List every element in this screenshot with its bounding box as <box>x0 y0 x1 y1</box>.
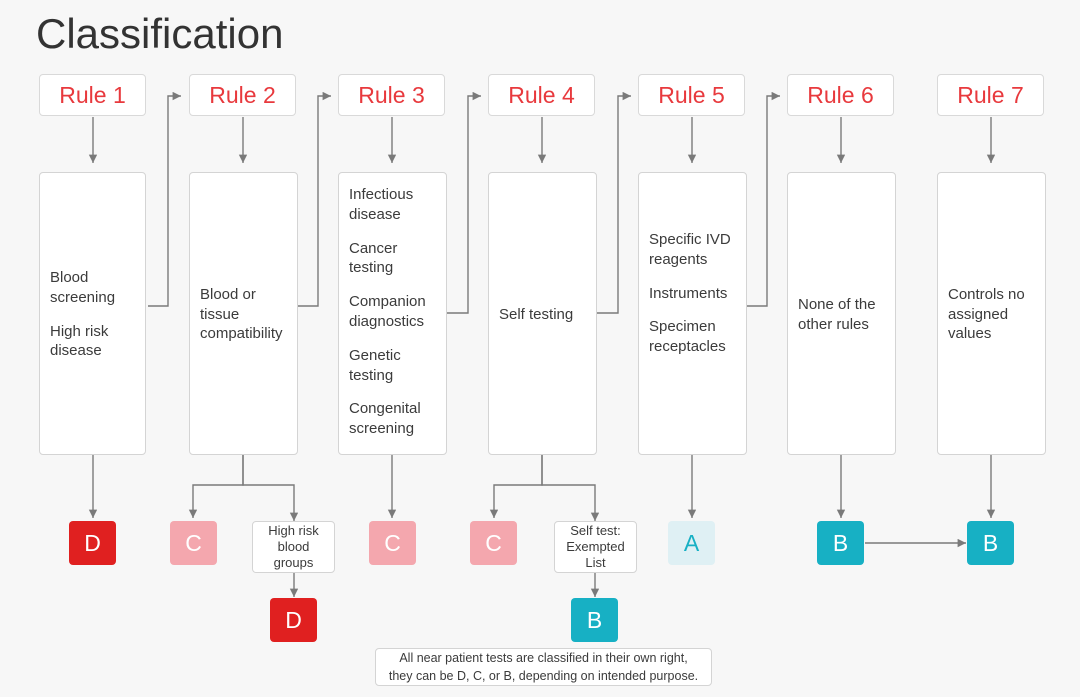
rule-content-7 <box>937 172 1046 455</box>
rule-3-line-2: Cancer testing <box>349 239 398 277</box>
rule-1-line-2: High risk disease <box>50 322 109 360</box>
rule-header-4[interactable]: Rule 4 <box>488 74 595 116</box>
rule-1-line-1: Blood screening <box>50 268 116 306</box>
rule-2-line-1: Blood or tissue compatibility <box>200 285 283 343</box>
outcome-badge-rule4-c: C <box>470 521 517 565</box>
rule-header-1[interactable]: Rule 1 <box>39 74 146 116</box>
rule-content-2 <box>189 172 298 455</box>
rule-4-line-1: Self testing <box>499 305 574 323</box>
rule-header-6[interactable]: Rule 6 <box>787 74 894 116</box>
outcome-badge-rule6-b: B <box>817 521 864 565</box>
outcome-badge-rule2-c: C <box>170 521 217 565</box>
node-high-risk-blood-groups: High risk blood groups <box>252 521 335 573</box>
rule-header-2[interactable]: Rule 2 <box>189 74 296 116</box>
rule-content-6 <box>787 172 896 455</box>
rule-7-line-1: Controls no assigned values <box>948 285 1025 343</box>
rule-content-5 <box>638 172 747 455</box>
node-self-test-exempted-list: Self test: Exempted List <box>554 521 637 573</box>
outcome-badge-rule2-d: D <box>270 598 317 642</box>
rule-5-line-1: Specific IVD reagents <box>649 231 731 268</box>
outcome-badge-rule7-b: B <box>967 521 1014 565</box>
footnote: All near patient tests are classified in their own right, they can be D, C, or B, depending on intended purpose. <box>375 648 712 686</box>
outcome-badge-rule4-b: B <box>571 598 618 642</box>
outcome-badge-rule3-c: C <box>369 521 416 565</box>
rule-6-line-1: None of the other rules <box>798 295 876 333</box>
rule-content-3 <box>338 172 447 455</box>
rule-3-line-3: Companion diagnostics <box>349 293 426 330</box>
rule-3-line-4: Genetic testing <box>349 346 401 384</box>
page-title: Classification <box>36 10 284 57</box>
rule-5-line-2: Instruments <box>649 284 728 302</box>
outcome-badge-rule1-d: D <box>69 521 116 565</box>
rule-header-5[interactable]: Rule 5 <box>638 74 745 116</box>
rule-3-line-5: Congenital screening <box>349 400 421 438</box>
rule-header-3[interactable]: Rule 3 <box>338 74 445 116</box>
rule-3-line-1: Infectious disease <box>349 186 414 223</box>
rule-content-1 <box>39 172 146 455</box>
outcome-badge-rule5-a: A <box>668 521 715 565</box>
rule-header-7[interactable]: Rule 7 <box>937 74 1044 116</box>
rule-5-line-3: Specimen receptacles <box>649 318 726 356</box>
rule-content-4 <box>488 172 597 455</box>
